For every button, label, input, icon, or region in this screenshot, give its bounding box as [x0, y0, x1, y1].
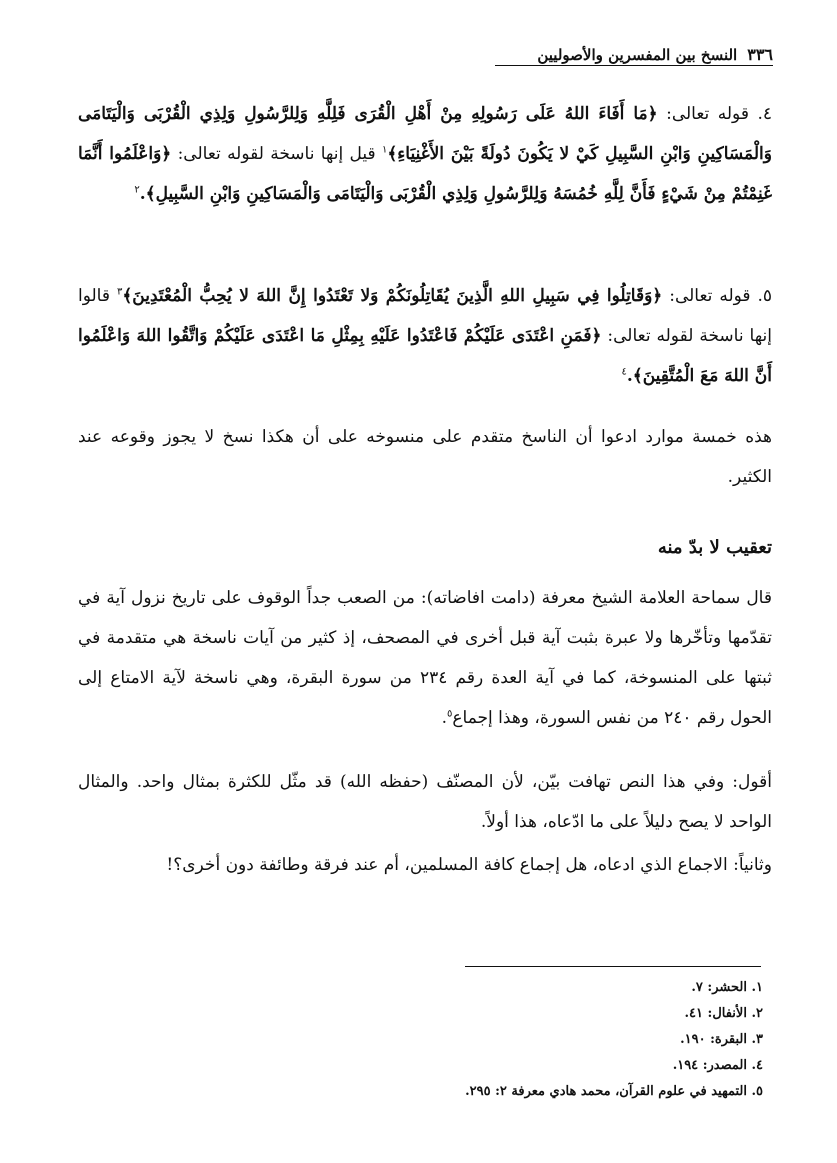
- footnote-rule: [465, 966, 761, 967]
- summary-paragraph: [78, 417, 772, 497]
- item-4-footnote-ref-2[interactable]: ٢: [134, 184, 140, 196]
- running-title: النسخ بين المفسرين والأصوليين: [537, 46, 738, 64]
- footnote-4: ٤. المصدر: ١٩٤.: [672, 1058, 763, 1073]
- item-5-footnote-ref[interactable]: ٣: [116, 286, 123, 298]
- section-heading: تعقيب لا بدّ منه: [657, 537, 772, 558]
- body-paragraph-2: [78, 762, 772, 842]
- item-4-verse: ﴿مَا أَفَاءَ اللهُ عَلَى رَسُولِهِ مِنْ أَهْلِ الْقُرَى فَلِلَّهِ وَلِلرَّسُولِ وَلِذِي الْقُرْبَى وَالْيَتَامَى وَالْمَسَاكِينِ وَابْنِ السَّبِيلِ كَيْ لا يَكُونَ دُولَةً بَيْنَ الأَغْنِيَاءِ﴾: [78, 104, 772, 164]
- body-p2-text: أقول: وفي هذا النص تهافت بيّن، لأن المصنّف (حفظه الله) قد مثّل للكثرة بمثال واحد. والمثال الواحد لا يصح دليلاً على ما ادّعاه، هذا أولاً.: [78, 772, 772, 832]
- body-paragraph-3: [78, 845, 772, 885]
- item-4-mid: قيل إنها ناسخة لقوله تعالى:: [177, 144, 376, 164]
- footnote-2: ٢. الأنفال: ٤١.: [684, 1006, 763, 1021]
- item-5-mid: قالوا إنها ناسخة لقوله تعالى:: [78, 286, 772, 346]
- item-5-intro: ٥. قوله تعالى:: [669, 286, 773, 306]
- running-header: [495, 34, 773, 64]
- item-5-footnote-ref-2[interactable]: ٤: [621, 366, 627, 378]
- body-paragraph-1: [78, 578, 772, 738]
- footnote-5: ٥. التمهيد في علوم القرآن، محمد هادي معرفة ٢: ٢٩٥.: [465, 1084, 763, 1099]
- item-5-verse-2: ﴿فَمَنِ اعْتَدَى عَلَيْكُمْ فَاعْتَدُوا عَلَيْهِ بِمِثْلِ مَا اعْتَدَى عَلَيْكُمْ وَاتَّقُوا اللهَ وَاعْلَمُوا أَنَّ اللهَ مَعَ الْمُتَّقِينَ﴾.: [78, 326, 772, 386]
- header-rule: [495, 65, 773, 66]
- footnote-1: ١. الحشر: ٧.: [691, 980, 763, 995]
- item-4-paragraph: [78, 94, 772, 214]
- body-p1-footnote-ref[interactable]: ٥: [447, 708, 453, 720]
- body-p1-end: .: [441, 708, 448, 728]
- item-5-paragraph: [78, 276, 772, 396]
- item-4-intro: ٤. قوله تعالى:: [666, 104, 772, 124]
- item-4-verse-2: ﴿وَاعْلَمُوا أَنَّمَا غَنِمْتُمْ مِنْ شَيْءٍ فَأَنَّ لِلَّهِ خُمُسَهُ وَلِلرَّسُولِ وَلِذِي الْقُرْبَى وَالْيَتَامَى وَالْمَسَاكِينِ وَابْنِ السَّبِيلِ﴾.: [78, 144, 772, 204]
- item-4-footnote-ref[interactable]: ١: [381, 144, 388, 156]
- page-number: ٣٣٦: [747, 45, 773, 64]
- body-p3-text: وثانياً: الاجماع الذي ادعاه، هل إجماع كافة المسلمين، أم عند فرقة وطائفة دون أخرى؟!: [166, 855, 772, 875]
- body-p1-text: قال سماحة العلامة الشيخ معرفة (دامت افاضاته): من الصعب جداً الوقوف على تاريخ نزول آية في تقدّمها وتأخّرها ولا عبرة بثبت آية قبل أخرى في المصحف، إذ كثير من آيات ناسخة هي متقدمة في ثبتها على المنسوخة، كما في آية العدة رقم ٢٣٤ من سورة البقرة، وهي ناسخة لآية الامتاع إلى الحول رقم ٢٤٠ من نفس السورة، وهذا إجماع: [78, 588, 772, 728]
- summary-text: هذه خمسة موارد ادعوا أن الناسخ متقدم على منسوخه على أن هكذا نسخ لا يجوز وقوعه عند الكثير.: [78, 427, 772, 487]
- footnotes: [300, 975, 763, 1105]
- item-5-verse: ﴿وَقَاتِلُوا فِي سَبِيلِ اللهِ الَّذِينَ يُقَاتِلُونَكُمْ وَلا تَعْتَدُوا إِنَّ اللهَ لا يُحِبُّ الْمُعْتَدِينَ﴾: [122, 286, 663, 306]
- footnote-3: ٣. البقرة: ١٩٠.: [680, 1032, 763, 1047]
